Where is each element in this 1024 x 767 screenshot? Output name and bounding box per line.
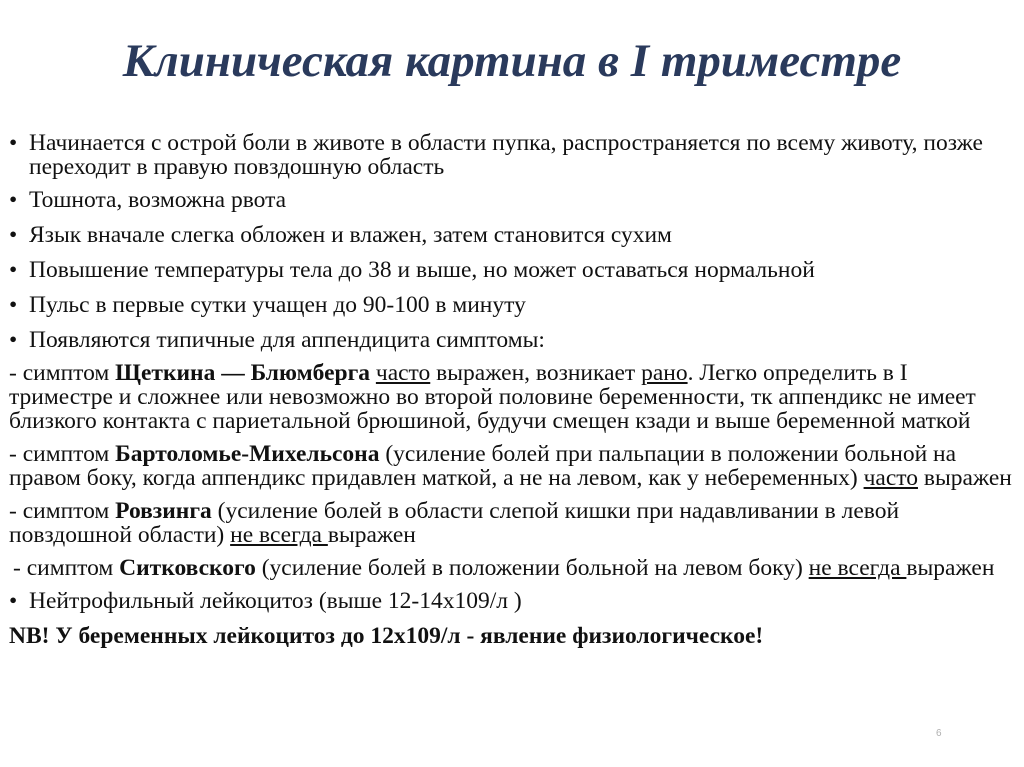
underlined-text: часто bbox=[863, 465, 918, 491]
page-number: 6 bbox=[936, 728, 942, 739]
symptom-shchetkin-blumberg: - симптом Щеткина — Блюмберга часто выражен, возникает рано. Легко определить в I триместре и сложнее или невозможно во второй половине беременности, тк аппендикс не имеет близкого контакта с париетальной брюшиной, будучи смещен кзади и выше беременной маткой bbox=[9, 360, 976, 434]
symptom-name: Ровзинга bbox=[115, 498, 212, 524]
bullet-item: • Пульс в первые сутки учащен до 90-100 в минуту bbox=[9, 293, 1015, 317]
slide-title: Клиническая картина в I триместре bbox=[122, 35, 902, 87]
bullet-item: • Повышение температуры тела до 38 и выше, но может оставаться нормальной bbox=[9, 258, 1015, 282]
symptom-name: Щеткина — Блюмберга bbox=[115, 360, 370, 386]
symptom-rovsing: - симптом Ровзинга (усиление болей в области слепой кишки при надавливании в левой повздошной области) не всегда выражен bbox=[9, 498, 900, 548]
symptom-name: Бартоломье-Михельсона bbox=[115, 441, 380, 467]
bullet-item: • Появляются типичные для аппендицита симптомы: bbox=[9, 328, 1015, 352]
symptom-bartolomier-michelson: - симптом Бартоломье-Михельсона (усиление болей при пальпации в положении больной на правом боку, когда аппендикс придавлен маткой, а не на левом, как у небеременных) часто выражен bbox=[9, 441, 1012, 491]
symptom-sitkovsky: - симптом Ситковского (усиление болей в положении больной на левом боку) не всегда выражен bbox=[13, 555, 995, 581]
bullet-item: • Язык вначале слегка обложен и влажен, затем становится сухим bbox=[9, 223, 1015, 247]
underlined-text: часто bbox=[375, 360, 431, 386]
underlined-text: рано bbox=[641, 360, 688, 386]
bullet-item: • Начинается с острой боли в животе в области пупка, распространяется по всему животу, позже переходит в правую повздошную область bbox=[9, 131, 1015, 179]
symptom-name: Ситковского bbox=[119, 555, 256, 581]
bullet-item: • Нейтрофильный лейкоцитоз (выше 12-14х109/л ) bbox=[9, 589, 1015, 613]
nb-note: NB! У беременных лейкоцитоз до 12х109/л - явление физиологическое! bbox=[9, 623, 764, 649]
slide-content bbox=[9, 131, 1015, 648]
underlined-text: не всегда bbox=[230, 522, 328, 548]
underlined-text: не всегда bbox=[808, 555, 907, 581]
bullet-item: • Тошнота, возможна рвота bbox=[9, 188, 1015, 212]
